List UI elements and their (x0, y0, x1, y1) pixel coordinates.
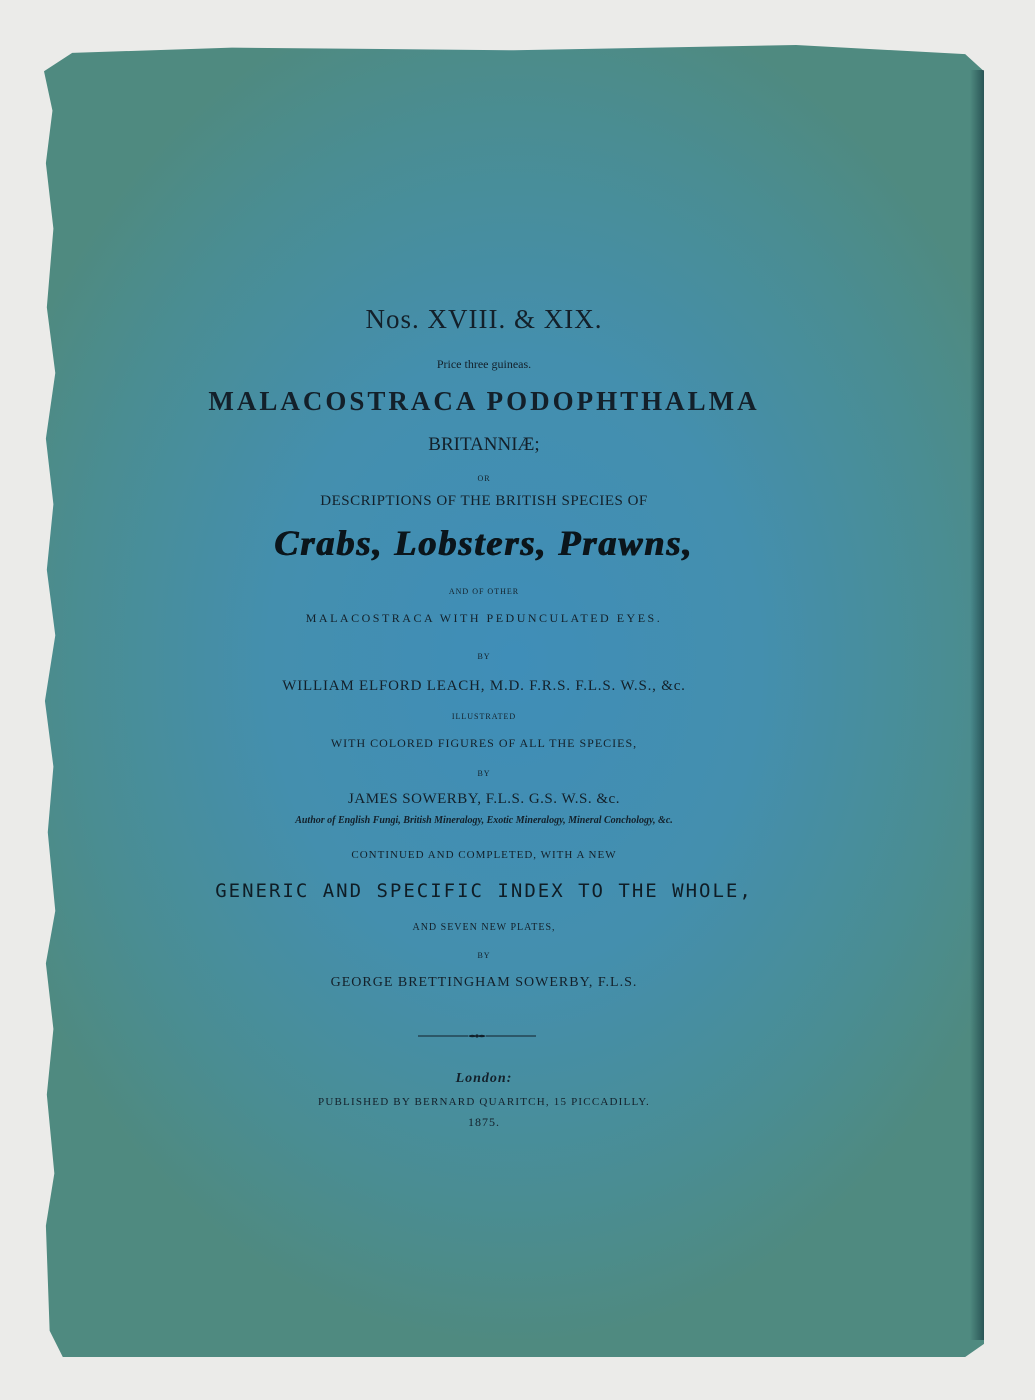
publication-year: 1875. (468, 1115, 500, 1129)
by-line-3: BY (477, 951, 491, 960)
pedunculated-eyes-line: MALACOSTRACA WITH PEDUNCULATED EYES. (305, 611, 663, 625)
author-leach: WILLIAM ELFORD LEACH, M.D. F.R.S. F.L.S. W.S., &c. (282, 678, 686, 694)
place-london: London: (455, 1071, 513, 1086)
cover-sheet (44, 45, 984, 1357)
continued-line: CONTINUED AND COMPLETED, WITH A NEW (351, 849, 617, 861)
colored-figures-line: WITH COLORED FIGURES OF ALL THE SPECIES, (330, 736, 638, 750)
title-subline: BRITANNIÆ; (428, 434, 540, 455)
main-title: MALACOSTRACA PODOPHTHALMA (208, 386, 760, 416)
author-james-sowerby: JAMES SOWERBY, F.L.S. G.S. W.S. &c. (348, 791, 620, 807)
index-line: GENERIC AND SPECIFIC INDEX TO THE WHOLE, (215, 880, 753, 902)
author-works-line: Author of English Fungi, British Mineralogy, Exotic Mineralogy, Mineral Conchology, &c. (295, 815, 673, 826)
illustrated-line: ILLUSTRATED (451, 712, 517, 721)
by-line-2: BY (477, 769, 491, 778)
publisher-line: PUBLISHED BY BERNARD QUARITCH, 15 PICCADILLY. (318, 1096, 650, 1108)
descriptions-line: DESCRIPTIONS OF THE BRITISH SPECIES OF (320, 493, 648, 509)
ornamental-rule (418, 1032, 536, 1040)
author-george-sowerby: GEORGE BRETTINGHAM SOWERBY, F.L.S. (330, 975, 638, 990)
seven-plates-line: AND SEVEN NEW PLATES, (412, 922, 556, 933)
blackletter-subjects: Crabs, Lobsters, Prawns, (274, 523, 694, 563)
issue-numbers: Nos. XVIII. & XIX. (365, 304, 603, 334)
or-line: OR (477, 474, 491, 483)
price-line: Price three guineas. (436, 357, 532, 371)
and-other-line: AND OF OTHER (448, 587, 520, 596)
by-line-1: BY (477, 652, 491, 661)
sheet-edge-shadow (970, 70, 984, 1340)
